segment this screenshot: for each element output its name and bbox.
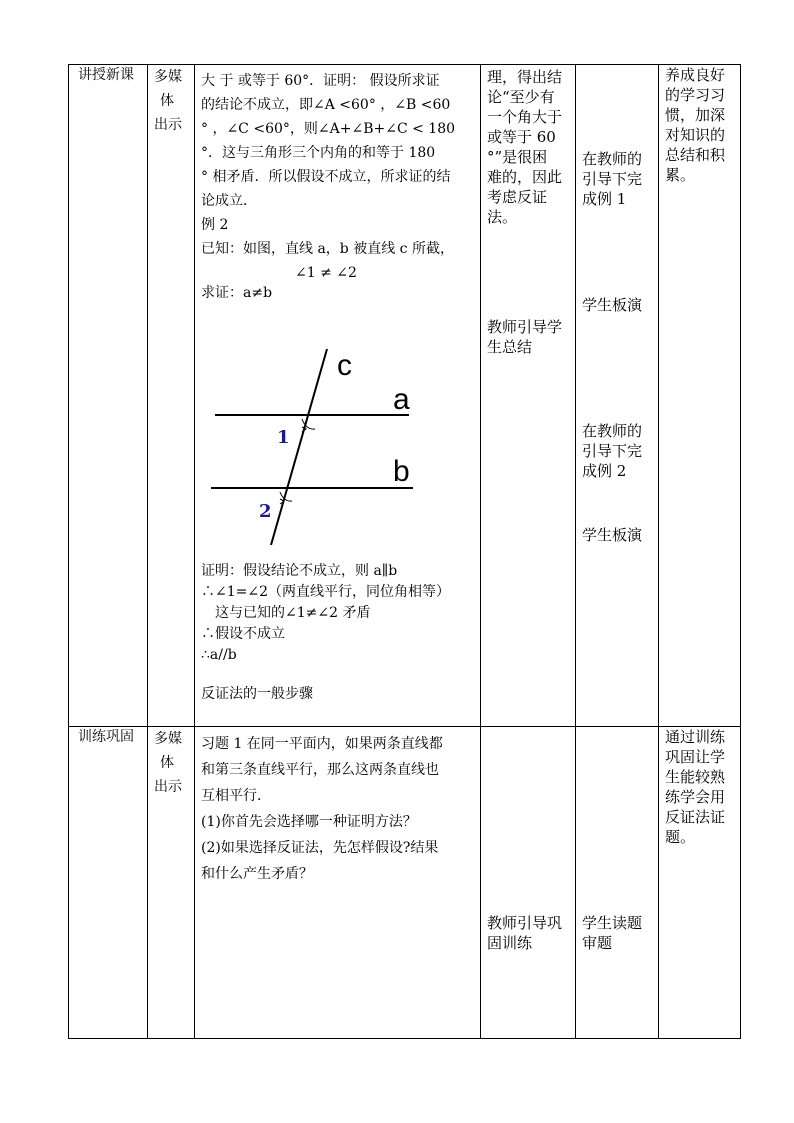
stage-label: 讲授新课 (78, 67, 134, 83)
teacher-activity-cell (481, 65, 576, 727)
student-activity-cell (576, 727, 659, 1039)
to-prove: 求证：a≠b (201, 285, 273, 301)
student-activity-cell (576, 65, 659, 727)
table-row-practice (69, 727, 741, 1039)
content-cell (195, 65, 481, 727)
lesson-plan-table (68, 64, 741, 1039)
purpose-text: 通过训练 巩固让学 生能较熟 练学会用 反证法证 题。 (665, 728, 726, 846)
stage-cell (69, 65, 148, 727)
student-activity-c: 在教师的 引导下完 成例 2 (582, 422, 643, 480)
content-cell (195, 727, 481, 1039)
table-row-new-lesson (69, 65, 741, 727)
media-label: 多媒 体 出示 (154, 731, 182, 795)
example-heading: 例 2 (201, 217, 229, 233)
stage-label: 训练巩固 (78, 729, 134, 745)
exercise-text: 习题 1 在同一平面内，如果两条直线都 和第三条直线平行，那么这两条直线也 互相平行． (1)你首先会选择哪一种证明方法？ (2)如果选择反证法，先怎样假设?结果 和什么产生矛盾？ (201, 736, 443, 882)
label-angle-1: 1 (277, 427, 290, 448)
label-c: c (337, 349, 352, 382)
purpose-text: 养成良好 的学习习 惯，加深 对知识的 总结和积 累。 (665, 66, 726, 184)
student-activity-a: 在教师的 引导下完 成例 1 (582, 150, 643, 208)
teacher-activity-bottom: 教师引导学 生总结 (487, 318, 563, 356)
student-activity-d: 学生板演 (582, 526, 643, 544)
steps-label: 反证法的一般步骤 (201, 686, 313, 702)
parallel-lines-figure (203, 335, 473, 555)
given-condition: ∠1 ≠ ∠2 (295, 265, 357, 281)
label-a: a (393, 383, 410, 416)
proof-text: 证明：假设结论不成立，则 a∥b ∴∠1=∠2（两直线平行，同位角相等） 这与已知的∠1≠∠2 矛盾 ∴假设不成立 ∴a//b (201, 563, 451, 663)
purpose-cell (659, 727, 741, 1039)
purpose-cell (659, 65, 741, 727)
media-cell (148, 65, 195, 727)
teacher-activity-cell (481, 727, 576, 1039)
student-activity-text: 学生读题 审题 (582, 914, 643, 952)
lesson-content-text: 大 于 或等于 60°．证明： 假设所求证 的结论不成立，即∠A <60° ，∠B <60 ° ，∠C <60°，则∠A+∠B+∠C < 180 °．这与三角形三个内角的和等于 180 ° 相矛盾．所以假设不成立，所求证的结 论成立． 例 2 已知：如图，直线 a，b 被直线 c 所截， ∠1 ≠ ∠2 求证：a≠b (201, 69, 477, 305)
label-angle-2: 2 (259, 501, 272, 522)
student-activity-b: 学生板演 (582, 296, 643, 314)
label-b: b (393, 455, 410, 488)
teacher-activity-top: 理，得出结 论“至少有 一个角大于 或等于 60 °”是很困 难的，因此 考虑反证法。 (487, 68, 563, 226)
stage-cell (69, 727, 148, 1039)
teacher-activity-text: 教师引导巩 固训练 (487, 914, 563, 952)
media-cell (148, 727, 195, 1039)
media-label: 多媒 体 出示 (154, 69, 182, 133)
